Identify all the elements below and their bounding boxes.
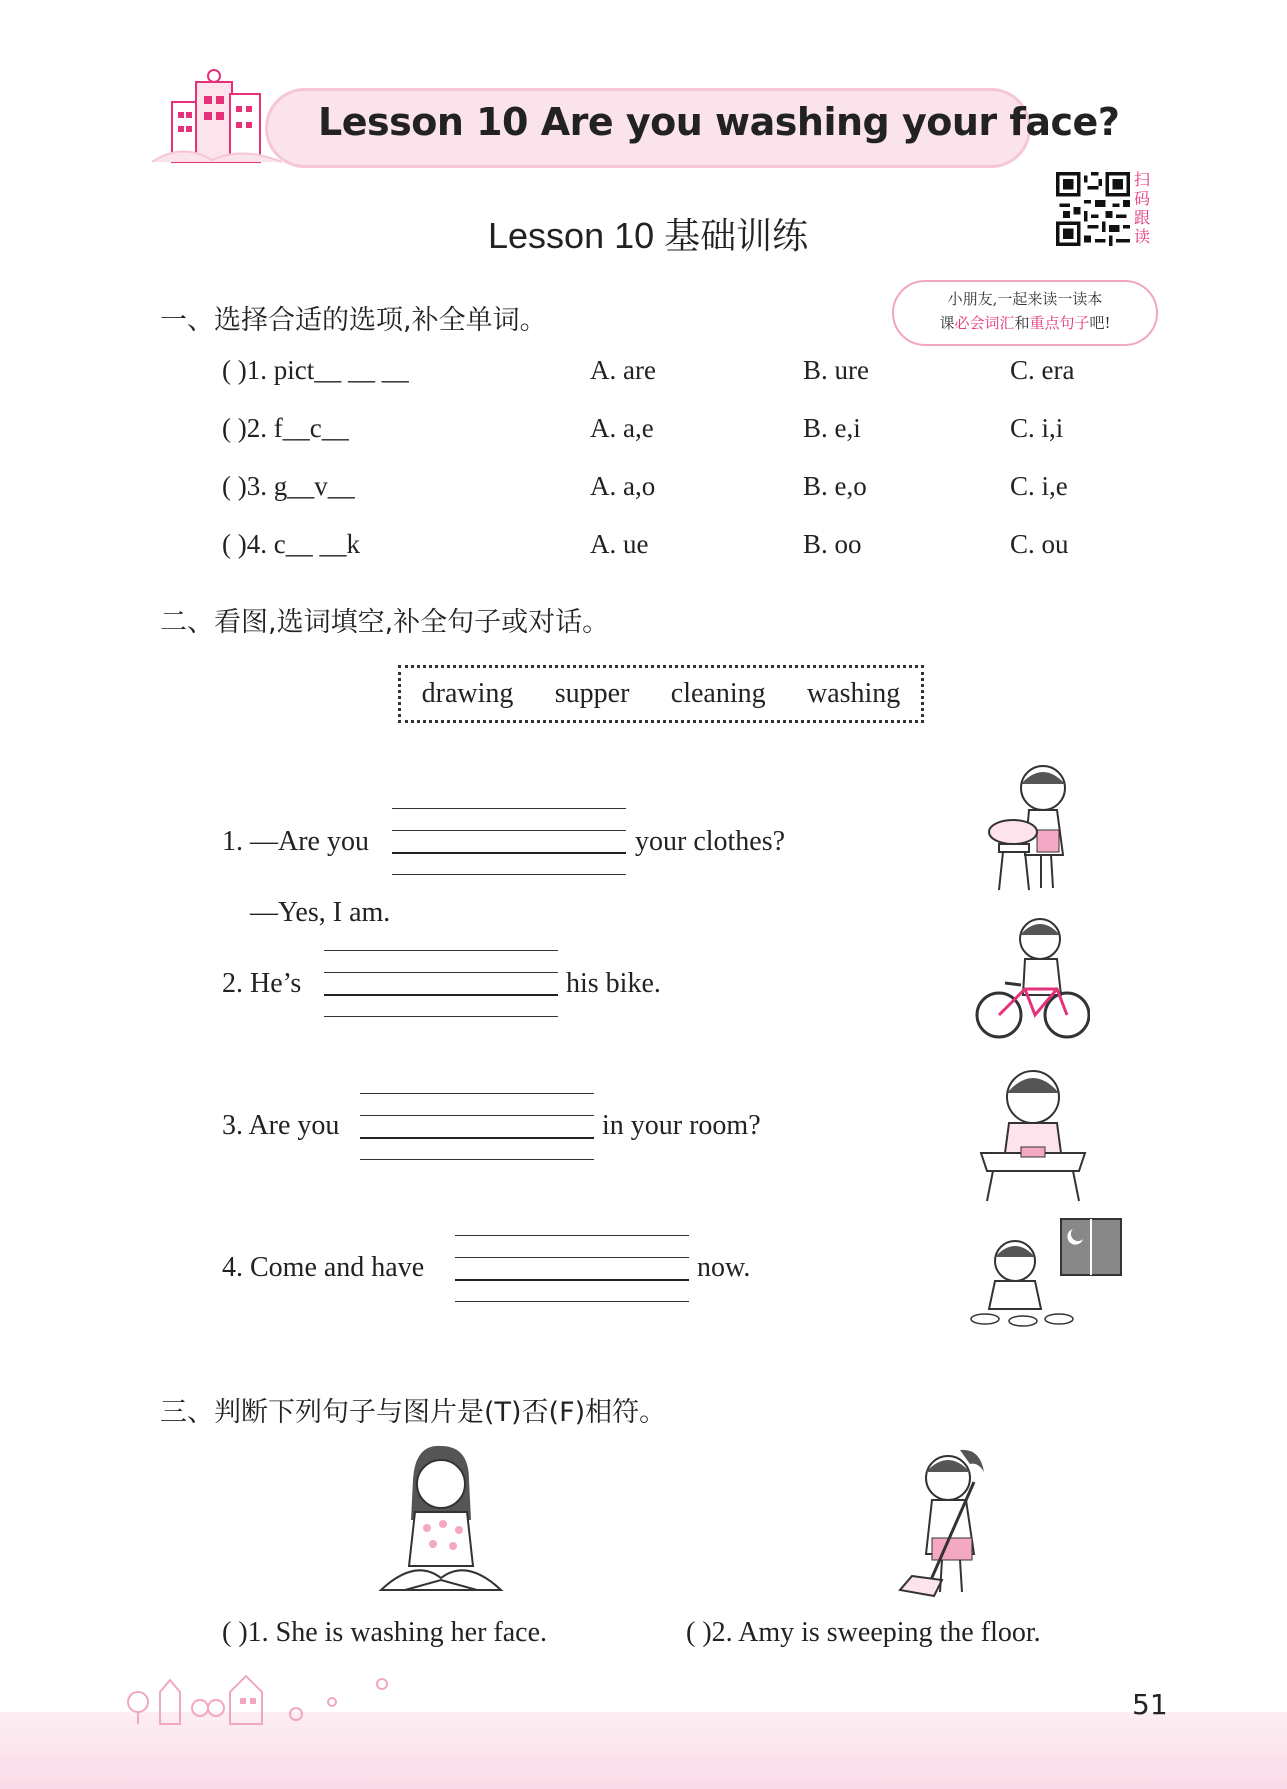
tf-statement-1[interactable]: ( )1. She is washing her face. [222, 1617, 548, 1648]
fill-2-blank[interactable] [324, 950, 558, 1016]
bubble-highlight-words: 必会词汇 [954, 314, 1015, 332]
page-subtitle: Lesson 10 基础训练 [488, 215, 809, 256]
bubble-line-1: 小朋友,一起来读一读本 [947, 290, 1103, 308]
bubble-highlight-sentences: 重点句子 [1029, 314, 1090, 332]
question-4-stem[interactable]: ( )4. c__ __k [222, 529, 360, 559]
section-2-heading: 二、看图,选词填空,补全句子或对话。 [160, 607, 610, 638]
question-1-option-c[interactable]: C. era [1010, 355, 1075, 385]
fill-3-blank[interactable] [360, 1093, 594, 1159]
bubble-line-2 [894, 311, 1156, 335]
question-1-option-b[interactable]: B. ure [803, 355, 869, 385]
fill-4-suffix: now. [697, 1252, 751, 1283]
tf-statement-2[interactable]: ( )2. Amy is sweeping the floor. [686, 1617, 1041, 1648]
word-bank-item: supper [554, 678, 630, 709]
fill-4-blank[interactable] [455, 1235, 689, 1301]
fill-2-suffix: his bike. [566, 968, 661, 999]
question-1-option-a[interactable]: A. are [590, 355, 656, 385]
fill-1-suffix: your clothes? [635, 826, 786, 857]
girl-reading-illustration-icon [375, 1440, 505, 1600]
girl-washing-clothes-illustration-icon [985, 760, 1085, 895]
question-4-option-a[interactable]: A. ue [590, 529, 649, 559]
question-2-option-b[interactable]: B. e,i [803, 413, 861, 443]
girl-sweeping-floor-illustration-icon [890, 1442, 1000, 1600]
fill-4-prefix: 4. Come and have [222, 1252, 425, 1283]
word-bank-item: washing [806, 678, 901, 709]
qr-caption: 扫码跟读 [1134, 170, 1151, 246]
question-3-option-c[interactable]: C. i,e [1010, 471, 1068, 501]
boy-having-supper-at-night-illustration-icon [965, 1215, 1125, 1330]
section-3-heading: 三、判断下列句子与图片是(T)否(F)相符。 [160, 1397, 667, 1428]
fill-3-suffix: in your room? [602, 1110, 761, 1141]
fill-2-prefix: 2. He’s [222, 968, 302, 999]
question-4-option-c[interactable]: C. ou [1010, 529, 1069, 559]
question-3-option-a[interactable]: A. a,o [590, 471, 656, 501]
question-3-stem[interactable]: ( )3. g__v__ [222, 471, 355, 501]
bubble-text: 吧! [1089, 314, 1111, 332]
qr-code-icon[interactable] [1056, 172, 1130, 246]
lesson-title: Lesson 10 Are you washing your face? [318, 100, 1120, 144]
town-decoration-icon [120, 1662, 420, 1726]
question-2-stem[interactable]: ( )2. f__c__ [222, 413, 349, 443]
fill-1-blank[interactable] [392, 808, 626, 874]
question-1-stem[interactable]: ( )1. pict__ __ __ [222, 355, 409, 385]
bubble-text: 课 [939, 314, 955, 332]
question-2-option-a[interactable]: A. a,e [590, 413, 654, 443]
buildings-decoration-icon [152, 62, 282, 172]
reading-tip-bubble [892, 280, 1158, 346]
question-2-option-c[interactable]: C. i,i [1010, 413, 1064, 443]
question-3-option-b[interactable]: B. e,o [803, 471, 867, 501]
word-bank-item: drawing [421, 678, 514, 709]
word-bank-item: cleaning [670, 678, 766, 709]
fill-1-answer: —Yes, I am. [250, 897, 391, 928]
bubble-text: 和 [1014, 314, 1030, 332]
boy-cleaning-bike-illustration-icon [975, 915, 1090, 1045]
fill-3-prefix: 3. Are you [222, 1110, 340, 1141]
question-4-option-b[interactable]: B. oo [803, 529, 862, 559]
page-number: 51 [1132, 1688, 1168, 1721]
section-1-heading: 一、选择合适的选项,补全单词。 [160, 305, 547, 336]
word-bank [398, 665, 924, 723]
fill-1-prefix: 1. —Are you [222, 826, 369, 857]
girl-drawing-at-desk-illustration-icon [975, 1063, 1090, 1203]
